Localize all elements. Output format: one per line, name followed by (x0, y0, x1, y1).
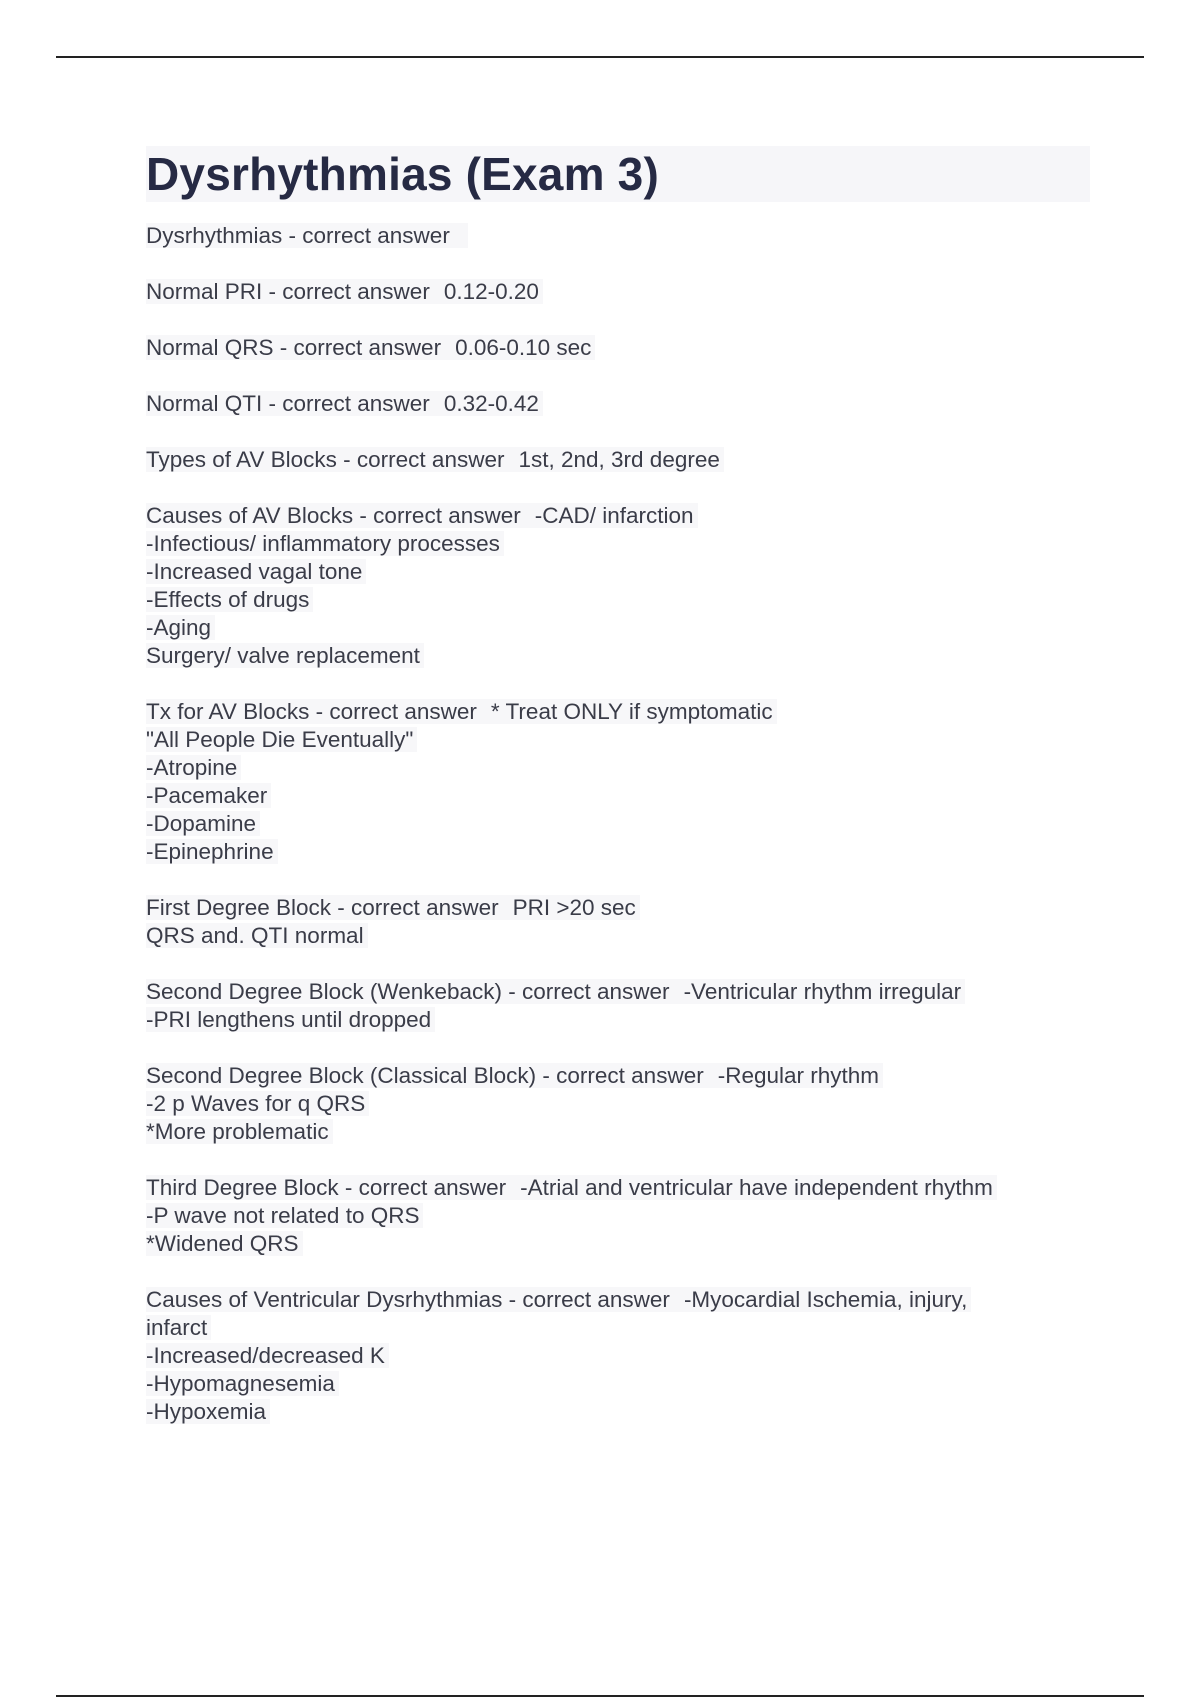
flashcard (146, 222, 1090, 250)
card-term: Third Degree Block - correct answer (146, 1175, 507, 1200)
card-answer: -Increased/decreased K (146, 1343, 389, 1368)
card-answer: -Atropine (146, 755, 241, 780)
card-answer: -Hypomagnesemia (146, 1371, 339, 1396)
card-term: Normal QRS - correct answer (146, 335, 442, 360)
bottom-rule (56, 1695, 1144, 1697)
card-answer: -Ventricular rhythm irregular (683, 979, 962, 1004)
card-answer: -Pacemaker (146, 783, 271, 808)
card-answer: 1st, 2nd, 3rd degree (518, 447, 720, 472)
card-answer: 0.32-0.42 (443, 391, 539, 416)
card-term: Types of AV Blocks - correct answer (146, 447, 505, 472)
card-term: Second Degree Block (Wenkeback) - correct answer (146, 979, 670, 1004)
card-answer: QRS and. QTI normal (146, 923, 368, 948)
flashcard-list (146, 222, 1090, 1426)
flashcard (146, 698, 1090, 866)
card-term: Dysrhythmias - correct answer (146, 223, 450, 248)
card-answer: -P wave not related to QRS (146, 1203, 423, 1228)
flashcard (146, 502, 1090, 670)
card-answer: PRI >20 sec (512, 895, 636, 920)
card-answer: *More problematic (146, 1119, 333, 1144)
card-term: First Degree Block - correct answer (146, 895, 499, 920)
card-term: Tx for AV Blocks - correct answer (146, 699, 477, 724)
card-answer: -Effects of drugs (146, 587, 313, 612)
card-answer: -CAD/ infarction (534, 503, 694, 528)
flashcard (146, 978, 1090, 1034)
card-answer: -PRI lengthens until dropped (146, 1007, 435, 1032)
card-answer: "All People Die Eventually" (146, 727, 417, 752)
flashcard (146, 446, 1090, 474)
card-answer: -2 p Waves for q QRS (146, 1091, 369, 1116)
flashcard (146, 894, 1090, 950)
card-answer: *Widened QRS (146, 1231, 303, 1256)
flashcard (146, 1062, 1090, 1146)
flashcard (146, 1174, 1090, 1258)
card-term: Normal PRI - correct answer (146, 279, 430, 304)
card-answer: 0.06-0.10 sec (455, 335, 592, 360)
flashcard (146, 1286, 1090, 1426)
card-answer: -Myocardial Ischemia, injury, (683, 1287, 968, 1312)
card-answer: -Atrial and ventricular have independent rhythm (520, 1175, 993, 1200)
flashcard (146, 334, 1090, 362)
flashcard (146, 278, 1090, 306)
card-answer: -Infectious/ inflammatory processes (146, 531, 504, 556)
card-answer: 0.12-0.20 (443, 279, 539, 304)
top-rule (56, 56, 1144, 58)
card-answer: -Regular rhythm (717, 1063, 880, 1088)
card-term: Second Degree Block (Classical Block) - correct answer (146, 1063, 704, 1088)
card-term: Causes of Ventricular Dysrhythmias - correct answer (146, 1287, 670, 1312)
card-term: Causes of AV Blocks - correct answer (146, 503, 521, 528)
document-title: Dysrhythmias (Exam 3) (146, 146, 1090, 202)
flashcard (146, 390, 1090, 418)
card-answer: infarct (146, 1315, 211, 1340)
card-answer: -Hypoxemia (146, 1399, 270, 1424)
card-answer: -Increased vagal tone (146, 559, 366, 584)
card-answer: * Treat ONLY if symptomatic (490, 699, 773, 724)
card-answer: -Epinephrine (146, 839, 278, 864)
card-answer: -Dopamine (146, 811, 260, 836)
document-body (146, 146, 1090, 1454)
card-term: Normal QTI - correct answer (146, 391, 430, 416)
card-answer: Surgery/ valve replacement (146, 643, 424, 668)
card-answer: -Aging (146, 615, 215, 640)
